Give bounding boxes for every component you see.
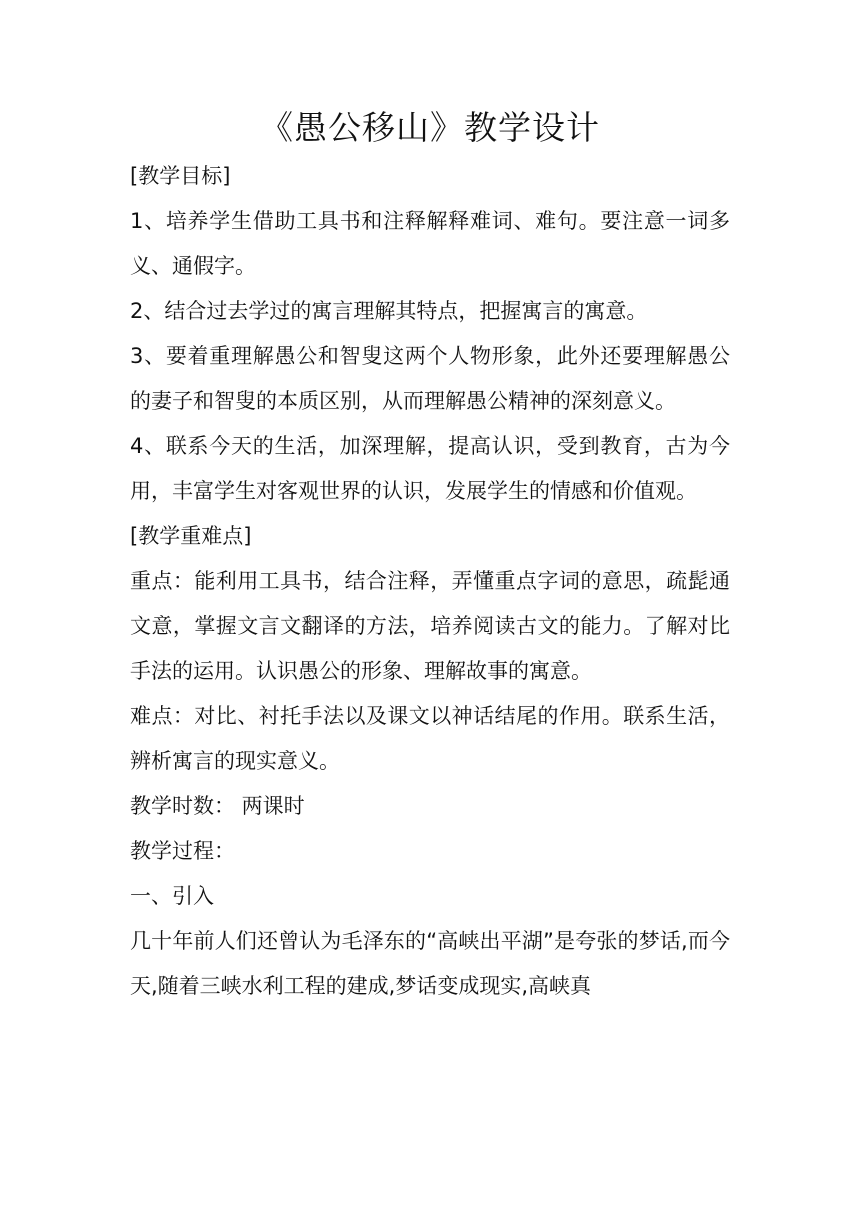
- difficult-point-paragraph: 难点：对比、衬托手法以及课文以神话结尾的作用。联系生活，辨析寓言的现实意义。: [130, 704, 730, 773]
- objective-item-1: 1、培养学生借助工具书和注释解释难词、难句。要注意一词多义、通假字。: [130, 209, 730, 278]
- teaching-hours: 教学时数： 两课时: [130, 794, 305, 818]
- objective-item-3: 3、要着重理解愚公和智叟这两个人物形象，此外还要理解愚公的妻子和智叟的本质区别，从而理解愚公精神的深刻意义。: [130, 344, 730, 413]
- document-content: [130, 104, 730, 1009]
- document-title: 《愚公移山》教学设计: [260, 108, 600, 147]
- section-heading-objectives: [教学目标]: [130, 164, 231, 188]
- key-point-paragraph: 重点：能利用工具书，结合注释，弄懂重点字词的意思，疏髭通文意，掌握文言文翻译的方法，培养阅读古文的能力。了解对比手法的运用。认识愚公的形象、理解故事的寓意。: [130, 569, 730, 683]
- introduction-paragraph: 几十年前人们还曾认为毛泽东的“高峡出平湖”是夸张的梦话,而今天,随着三峡水利工程的建成,梦话变成现实,高峡真: [130, 929, 730, 998]
- section-heading-introduction: 一、引入: [130, 884, 214, 908]
- section-heading-key-points: [教学重难点]: [130, 524, 252, 548]
- objective-item-4: 4、联系今天的生活，加深理解，提高认识，受到教育，古为今用，丰富学生对客观世界的认识，发展学生的情感和价值观。: [130, 434, 730, 503]
- teaching-process-heading: 教学过程：: [130, 839, 235, 863]
- objective-item-2: 2、结合过去学过的寓言理解其特点，把握寓言的寓意。: [130, 299, 648, 323]
